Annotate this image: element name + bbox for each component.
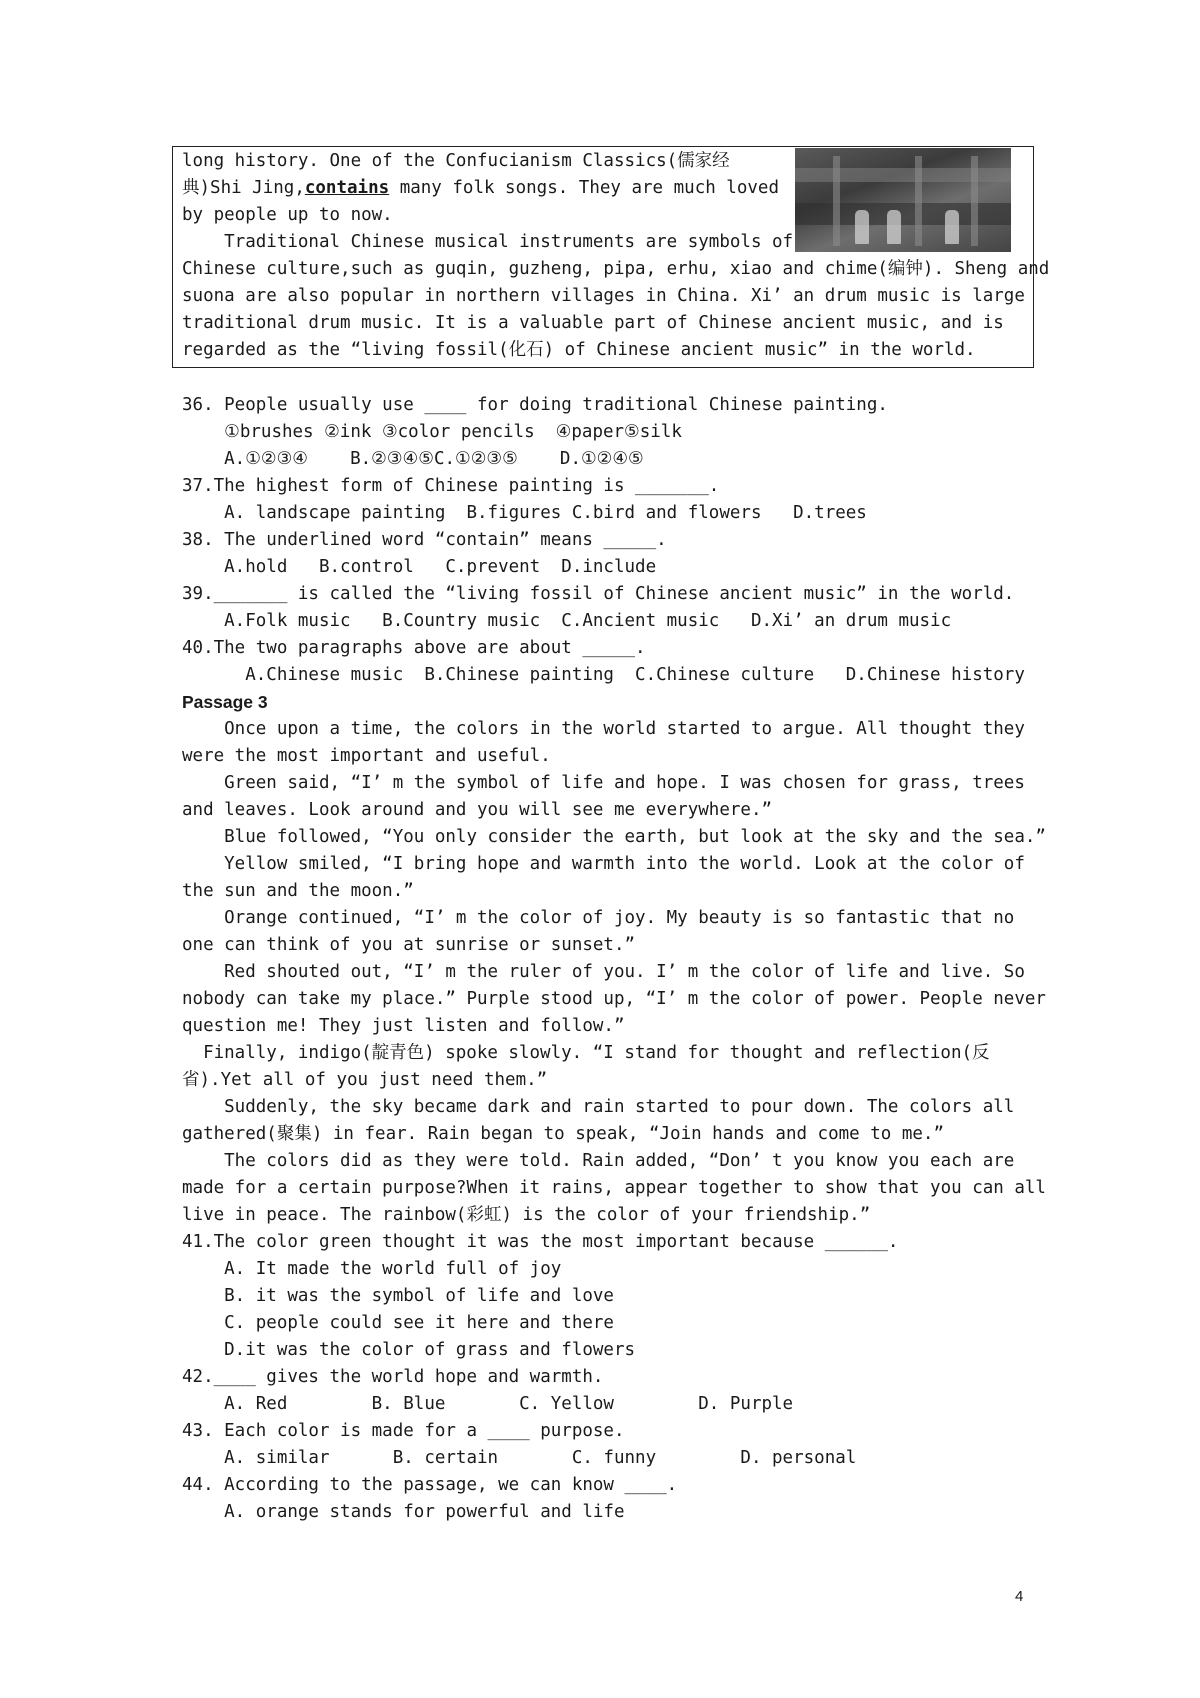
option-line: C. people could see it here and there	[182, 1313, 614, 1333]
passage-title: Passage 3	[182, 692, 268, 712]
question-line: ①brushes ②ink ③color pencils ④paper⑤silk	[182, 422, 682, 442]
question-line: A.hold B.control C.prevent D.include	[182, 557, 657, 577]
question-line: A.Folk music B.Country music C.Ancient music D.Xi’ an drum music	[182, 611, 952, 631]
question-line: 38. The underlined word “contain” means _____.	[182, 530, 667, 550]
passage-line: question me! They just listen and follow.”	[182, 1016, 625, 1036]
passage-line: Orange continued, “I’ m the color of joy. My beauty is so fantastic that no	[182, 908, 1015, 928]
question-line: A.Chinese music B.Chinese painting C.Chinese culture D.Chinese history	[182, 665, 1025, 685]
music-performance-photo	[795, 148, 1011, 252]
passage-line: one can think of you at sunrise or sunset.”	[182, 935, 636, 955]
question-line: 40.The two paragraphs above are about _____.	[182, 638, 646, 658]
passage-line: Once upon a time, the colors in the world started to argue. All thought they	[182, 719, 1025, 739]
question-line: 41.The color green thought it was the most important because ______.	[182, 1232, 899, 1252]
box-line-7: traditional drum music. It is a valuable part of Chinese ancient music, and is	[182, 313, 1004, 333]
passage-line: made for a certain purpose?When it rains, appear together to show that you can all	[182, 1178, 1046, 1198]
passage-line: Red shouted out, “I’ m the ruler of you. I’ m the color of life and live. So	[182, 962, 1025, 982]
box-line-2	[182, 175, 779, 202]
passage-line: were the most important and useful.	[182, 746, 551, 766]
passage-line: Blue followed, “You only consider the earth, but look at the sky and the sea.”	[182, 827, 1046, 847]
passage-line: live in peace. The rainbow(彩虹) is the color of your friendship.”	[182, 1205, 871, 1225]
question-line: A.①②③④ B.②③④⑤C.①②③⑤ D.①②④⑤	[182, 449, 644, 469]
underlined-word-contains: contains	[304, 178, 390, 198]
question-line: 44. According to the passage, we can know ____.	[182, 1475, 678, 1495]
option-line: A. Red B. Blue C. Yellow D. Purple	[182, 1394, 794, 1414]
box-line-5: Chinese culture,such as guqin, guzheng, pipa, erhu, xiao and chime(编钟). Sheng and	[182, 259, 1050, 279]
passage-line: 省).Yet all of you just need them.”	[182, 1070, 548, 1090]
box-line-4: Traditional Chinese musical instruments are symbols of	[182, 232, 794, 252]
page-number: 4	[1015, 1588, 1024, 1605]
question-line: 36. People usually use ____ for doing traditional Chinese painting.	[182, 395, 888, 415]
box-line-8: regarded as the “living fossil(化石) of Chinese ancient music” in the world.	[182, 340, 976, 360]
box-line-1: long history. One of the Confucianism Classics(儒家经	[182, 151, 730, 171]
box-line-3: by people up to now.	[182, 205, 393, 225]
option-line: D.it was the color of grass and flowers	[182, 1340, 636, 1360]
box-line-2-post: many folk songs. They are much loved	[389, 178, 779, 198]
passage-line: The colors did as they were told. Rain added, “Don’ t you know you each are	[182, 1151, 1015, 1171]
option-line: A. orange stands for powerful and life	[182, 1502, 625, 1522]
passage-line: Finally, indigo(靛青色) spoke slowly. “I stand for thought and reflection(反	[182, 1043, 990, 1063]
option-line: B. it was the symbol of life and love	[182, 1286, 614, 1306]
question-line: 37.The highest form of Chinese painting is _______.	[182, 476, 720, 496]
passage-line: gathered(聚集) in fear. Rain began to speak, “Join hands and come to me.”	[182, 1124, 944, 1144]
passage-line: Suddenly, the sky became dark and rain started to pour down. The colors all	[182, 1097, 1015, 1117]
question-line: A. landscape painting B.figures C.bird and flowers D.trees	[182, 503, 867, 523]
option-line: A. It made the world full of joy	[182, 1259, 562, 1279]
passage-line: nobody can take my place.” Purple stood up, “I’ m the color of power. People never	[182, 989, 1046, 1009]
passage-line: Yellow smiled, “I bring hope and warmth into the world. Look at the color of	[182, 854, 1025, 874]
passage-line: Green said, “I’ m the symbol of life and hope. I was chosen for grass, trees	[182, 773, 1025, 793]
box-line-2-pre: 典)Shi Jing,	[182, 178, 305, 198]
box-line-6: suona are also popular in northern villages in China. Xi’ an drum music is large	[182, 286, 1025, 306]
question-line: 43. Each color is made for a ____ purpose.	[182, 1421, 625, 1441]
question-line: 39._______ is called the “living fossil of Chinese ancient music” in the world.	[182, 584, 1015, 604]
option-line: A. similar B. certain C. funny D. personal	[182, 1448, 857, 1468]
passage-line: the sun and the moon.”	[182, 881, 414, 901]
passage-line: and leaves. Look around and you will see me everywhere.”	[182, 800, 773, 820]
question-line: 42.____ gives the world hope and warmth.	[182, 1367, 604, 1387]
